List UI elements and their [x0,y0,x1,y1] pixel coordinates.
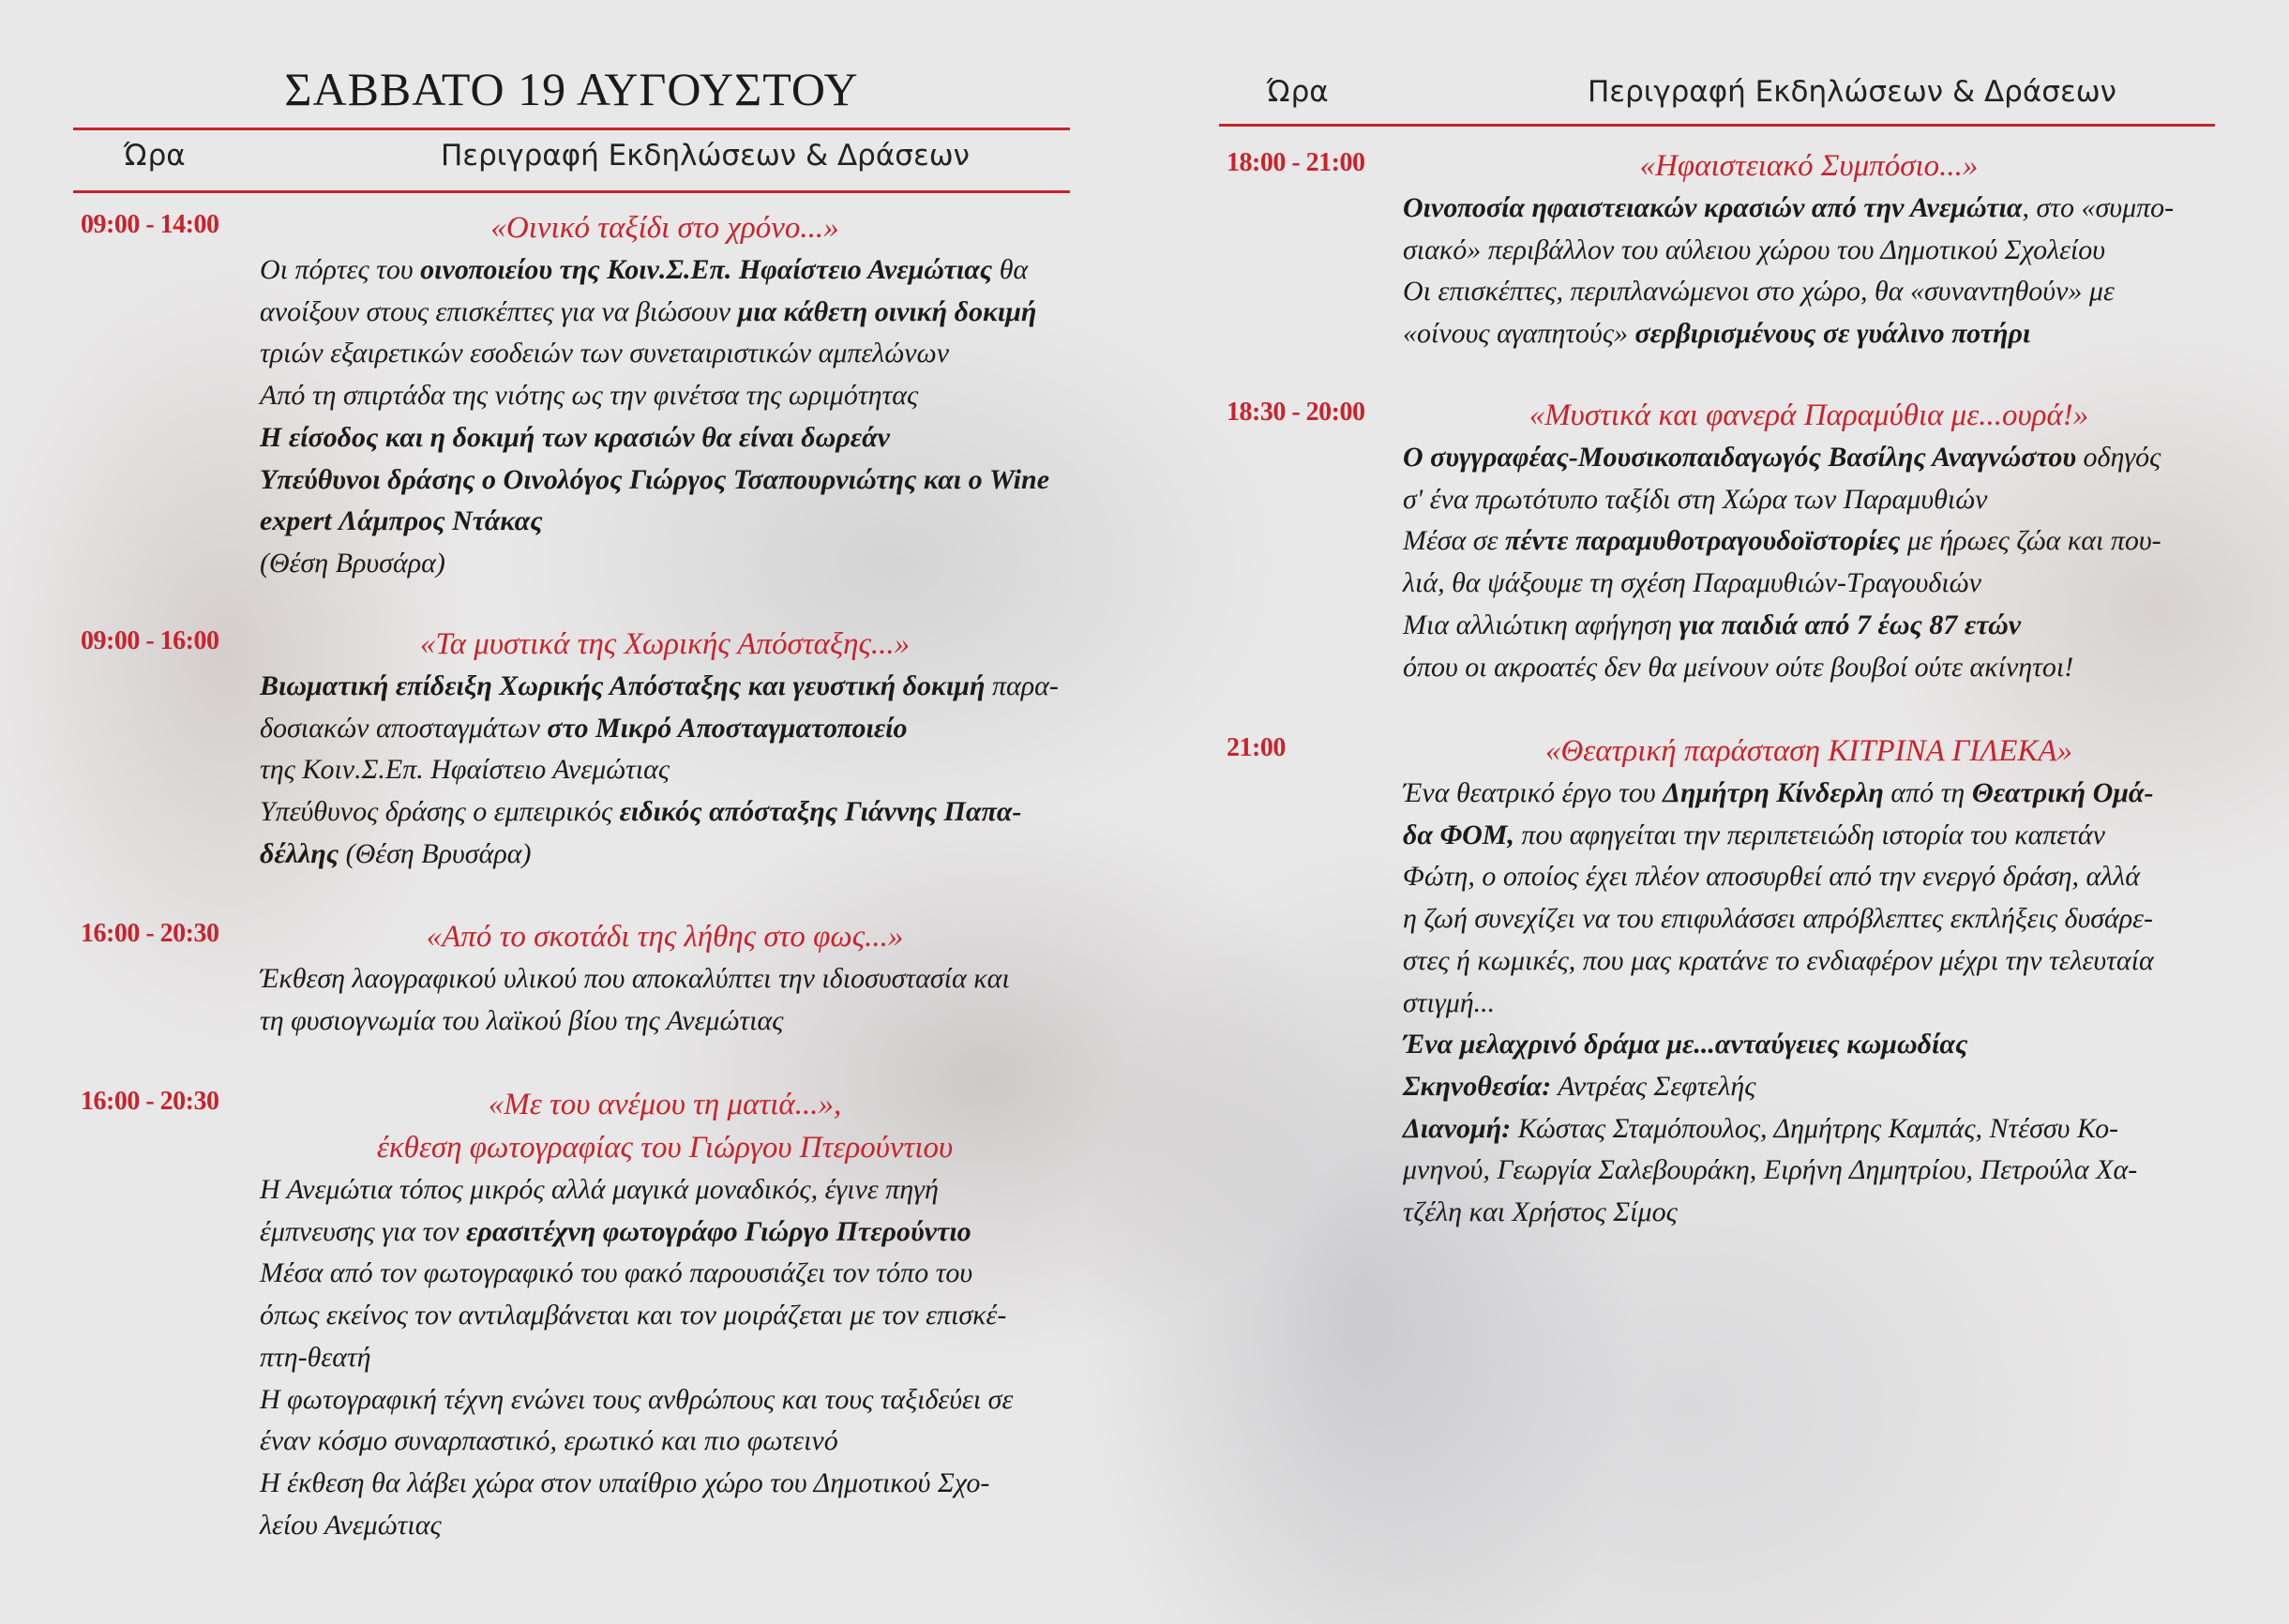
event-time: 21:00 [1227,733,1286,762]
bold-text: Δημήτρη Κίνδερλη [1663,777,1884,808]
bold-text: Ο συγγραφέας-Μουσικοπαιδαγωγός Βασίλης Αναγνώστου [1403,442,2077,473]
bold-text: δα ΦΟΜ, [1403,819,1514,850]
text: Οι πόρτες του [260,254,421,285]
event-description-line [1403,605,2215,647]
text: Ένα θεατρικό έργο του [1403,777,1664,808]
event-description-line [260,501,1070,543]
event-description-line [260,417,1070,459]
bold-text: Διανομή: [1403,1112,1512,1144]
event-time: 18:30 - 20:00 [1227,398,1365,427]
text: (Θέση Βρυσάρα) [339,837,532,869]
event-description-line [260,249,1070,292]
event-title: «Από το σκοτάδι της λήθης στο φως...» [426,920,904,954]
text: Έκθεση λαογραφικού υλικού που αποκαλύπτει την ιδιοσυστασία και [260,963,1010,994]
text: όπου οι ακροατές δεν θα μείνουν ούτε βουβοί ούτε ακίνητοι! [1403,651,2074,683]
event-description-line [260,1379,1070,1421]
event-description-line [1403,230,2215,272]
event-description-line [1403,1150,2215,1192]
event-description-line [260,1253,1070,1295]
event-description-line [260,1421,1070,1463]
text: στιγμή... [1403,986,1496,1018]
event-time: 16:00 - 20:30 [81,919,219,948]
event-description-line [260,1295,1070,1337]
event-time: 09:00 - 14:00 [81,210,219,239]
event-title: «Οινικό ταξίδι στο χρόνο...» [490,211,839,245]
event-description-line [1403,940,2215,983]
text: Η έκθεση θα λάβει χώρα στον υπαίθριο χώρο του Δημοτικού Σχο- [260,1466,990,1498]
event-description-line [260,333,1070,375]
text: , στο «συμπο- [2022,192,2175,223]
event-description-line [1403,271,2215,313]
bold-text: σερβιρισμένους σε γυάλινο ποτήρι [1634,318,2031,350]
bold-text: στο Μικρό Αποσταγματοποιείο [547,712,908,744]
event-description-line [1403,815,2215,857]
event-description-line [260,666,1070,708]
event [260,623,1070,876]
text: η ζωή συνεχίζει να του επιφυλάσσει απρόβλεπτες εκπλήξεις δυσάρε- [1403,903,2153,935]
text: οδηγός [2076,442,2161,473]
event-description-line [1403,563,2215,605]
event-description-line [1403,983,2215,1025]
event-title: «Θεατρική παράσταση ΚΙΤΡΙΝΑ ΓΙΛΕΚΑ» [1544,734,2073,768]
text: Φώτη, ο οποίος έχει πλέον αποσυρθεί από την ενεργό δράση, αλλά [1403,861,2141,893]
event [1403,729,2215,1234]
event-description-line [260,749,1070,791]
text: σ' ένα πρωτότυπο ταξίδι στη Χώρα των Παραμυθιών [1403,483,1988,515]
event-description-line [260,543,1070,585]
event-description-line [260,1337,1070,1379]
event-description-line [260,791,1070,834]
text: έναν κόσμο συναρπαστικό, ερωτικό και πιο φωτεινό [260,1425,838,1457]
event-description-line [260,459,1070,502]
event-description-line [1403,1066,2215,1108]
event-description-line [1403,1108,2215,1150]
text: Μια αλλιώτικη αφήγηση [1403,609,1679,640]
column-header-description: Περιγραφή Εκδηλώσεων & Δράσεων [441,139,970,173]
text: τριών εξαιρετικών εσοδειών των συνεταιριστικών αμπελώνων [260,338,950,369]
text: της Κοιν.Σ.Επ. Ηφαίστειο Ανεμώτιας [260,754,670,786]
event-description-line [260,1000,1070,1043]
event-title: «Με του ανέμου τη ματιά...», [488,1088,842,1121]
text: με ήρωες ζώα και που- [1900,525,2161,557]
bold-text: ειδικός απόσταξης Γιάννης Παπα- [619,796,1022,828]
text: πτη-θεατή [260,1341,371,1373]
event-description-line [1403,520,2215,563]
event [1403,144,2215,355]
text: θα [992,254,1029,285]
event-description-line [1403,1024,2215,1066]
event [260,915,1070,1042]
event-time: 18:00 - 21:00 [1227,148,1365,177]
bold-text: Θεατρική Ομά- [1971,777,2154,808]
text: μνηνού, Γεωργία Σαλεβουράκη, Ειρήνη Δημητρίου, Πετρούλα Χα- [1403,1154,2138,1186]
event-description-line [1403,898,2215,940]
event-title: «Ηφαιστειακό Συμπόσιο...» [1639,149,1979,183]
event [260,206,1070,585]
divider [1219,124,2215,127]
event-description-line [260,1169,1070,1211]
text: όπως εκείνος τον αντιλαμβάνεται και τον μοιράζεται με τον επισκέ- [260,1300,1007,1331]
event-title: «Μυστικά και φανερά Παραμύθια με...ουρά!» [1529,398,2089,432]
event-description-line [1403,773,2215,815]
event-description-line [260,708,1070,750]
bold-text: οινοποιείου της Κοιν.Σ.Επ. Ηφαίστειο Ανεμώτιας [420,254,993,285]
bold-text: μια κάθετη οινική δοκιμή [737,295,1037,327]
text: Από τη σπιρτάδα της νιότης ως την φινέτσα της ωριμότητας [260,380,919,412]
event [260,1083,1070,1546]
text: στες ή κωμικές, που μας κρατάνε το ενδιαφέρον μέχρι την τελευταία [1403,944,2154,976]
event-description-line [260,375,1070,417]
event-description-line [260,834,1070,876]
column-header-time: Ώρα [1267,75,1329,109]
event-description-line [260,1463,1070,1505]
bold-text: Ένα μελαχρινό δράμα με...ανταύγειες κωμωδίας [1403,1029,1968,1060]
bold-text: Σκηνοθεσία: [1403,1070,1552,1102]
text: που αφηγείται την περιπετειώδη ιστορία του καπετάν [1513,819,2105,850]
text: λείου Ανεμώτιας [260,1509,442,1541]
event-description-line [1403,437,2215,479]
text: Η Ανεμώτια τόπος μικρός αλλά μαγικά μοναδικός, έγινε πηγή [260,1174,939,1205]
event-description-line [1403,479,2215,521]
event-title: «Τα μυστικά της Χωρικής Απόσταξης...» [419,627,911,661]
bold-text: δέλλης [260,837,339,869]
divider [73,190,1070,193]
event-time: 16:00 - 20:30 [81,1087,219,1116]
text: παρα- [985,670,1059,701]
bold-text: ερασιτέχνη φωτογράφο Γιώργο Πτερούντιο [466,1215,971,1247]
text: σιακό» περιβάλλον του αύλειου χώρου του Δημοτικού Σχολείου [1403,233,2106,265]
text: Μέσα σε [1403,525,1505,557]
page-title: ΣΑΒΒΑΤΟ 19 ΑΥΓΟΥΣΤΟΥ [284,63,859,115]
text: τη φυσιογνωμία του λαϊκού βίου της Ανεμώτιας [260,1004,784,1036]
event-description-line [1403,1192,2215,1234]
bold-text: Οινοποσία ηφαιστειακών κρασιών από την Ανεμώτια [1403,192,2023,223]
event-description-line [260,1211,1070,1254]
event-description-line [260,292,1070,334]
bold-text: Η είσοδος και η δοκιμή των κρασιών θα είναι δωρεάν [260,421,890,453]
event-description-line [1403,647,2215,689]
text: δοσιακών αποσταγμάτων [260,712,548,744]
text: Κώστας Σταμόπουλος, Δημήτρης Καμπάς, Ντέσσυ Κο- [1511,1112,2119,1144]
event-description-line [260,1505,1070,1547]
bold-text: expert Λάμπρος Ντάκας [260,505,543,537]
text: «οίνους αγαπητούς» [1403,318,1635,350]
text: λιά, θα ψάξουμε τη σχέση Παραμυθιών-Τραγουδιών [1403,567,1981,599]
bold-text: Βιωματική επίδειξη Χωρικής Απόσταξης και γευστική δοκιμή [260,670,986,701]
text: (Θέση Βρυσάρα) [260,547,445,579]
divider [73,128,1070,130]
text: από τη [1883,777,1972,808]
text: ανοίξουν στους επισκέπτες για να βιώσουν [260,295,738,327]
bold-text: για παιδιά από 7 έως 87 ετών [1679,609,2022,640]
text: Αντρέας Σεφτελής [1551,1070,1756,1102]
text: έμπνευσης για τον [260,1215,467,1247]
event-time: 09:00 - 16:00 [81,626,219,655]
bold-text: Υπεύθυνοι δράσης ο Οινολόγος Γιώργος Τσαπουρνιώτης και ο Wine [260,463,1050,495]
text: Οι επισκέπτες, περιπλανώμενοι στο χώρο, θα «συναντηθούν» με [1403,276,2115,308]
event-description-line [1403,856,2215,898]
bold-text: πέντε παραμυθοτραγουδοϊστορίες [1504,525,1901,557]
text: Η φωτογραφική τέχνη ενώνει τους ανθρώπους και τους ταξιδεύει σε [260,1383,1014,1415]
text: Μέσα από τον φωτογραφικό του φακό παρουσιάζει τον τόπο του [260,1257,973,1289]
event [1403,394,2215,688]
event-description-line [260,958,1070,1000]
event-description-line [1403,188,2215,230]
text: τζέλη και Χρήστος Σίμος [1403,1196,1678,1228]
column-header-description: Περιγραφή Εκδηλώσεων & Δράσεων [1588,75,2116,109]
column-header-time: Ώρα [124,139,186,173]
event-description-line [1403,313,2215,355]
text: Υπεύθυνος δράσης ο εμπειρικός [260,796,620,828]
event-title: έκθεση φωτογραφίας του Γιώργου Πτερούντιου [376,1131,954,1165]
